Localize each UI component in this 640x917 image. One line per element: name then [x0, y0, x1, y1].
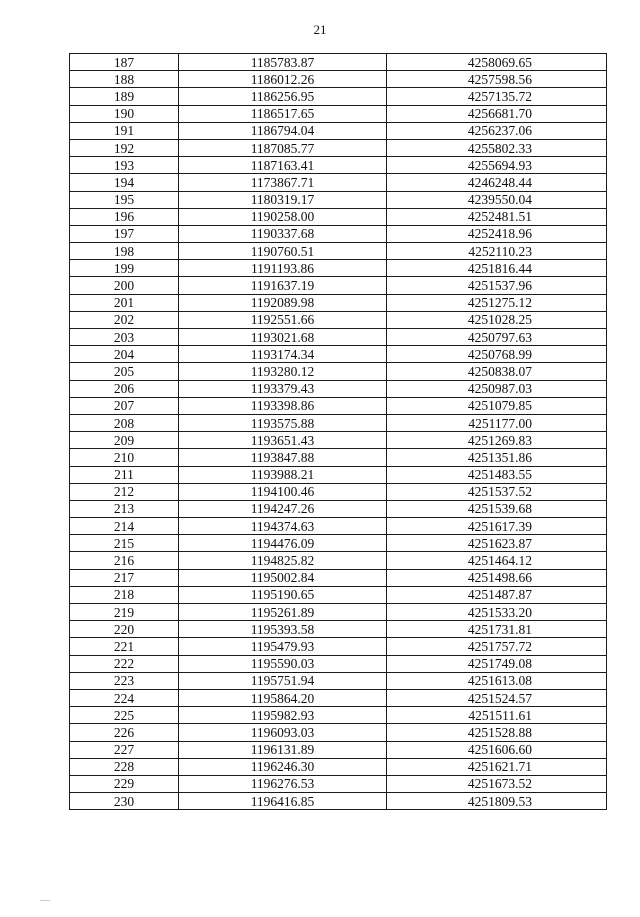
point-number-cell: 226: [70, 724, 179, 741]
y-coordinate-cell: 4251511.61: [387, 707, 607, 724]
x-coordinate-cell: 1193174.34: [179, 346, 387, 363]
x-coordinate-cell: 1195751.94: [179, 672, 387, 689]
point-number-cell: 215: [70, 535, 179, 552]
x-coordinate-cell: 1193651.43: [179, 432, 387, 449]
point-number-cell: 218: [70, 586, 179, 603]
point-number-cell: 228: [70, 758, 179, 775]
table-row: [70, 260, 607, 277]
y-coordinate-cell: 4251533.20: [387, 604, 607, 621]
point-number-cell: 210: [70, 449, 179, 466]
x-coordinate-cell: 1180319.17: [179, 191, 387, 208]
y-coordinate-cell: 4251275.12: [387, 294, 607, 311]
point-number-cell: 212: [70, 483, 179, 500]
point-number-cell: 220: [70, 621, 179, 638]
y-coordinate-cell: 4251539.68: [387, 500, 607, 517]
y-coordinate-cell: 4251623.87: [387, 535, 607, 552]
y-coordinate-cell: 4251613.08: [387, 672, 607, 689]
table-row: [70, 139, 607, 156]
x-coordinate-cell: 1194247.26: [179, 500, 387, 517]
table-row: [70, 500, 607, 517]
x-coordinate-cell: 1190258.00: [179, 208, 387, 225]
y-coordinate-cell: 4251524.57: [387, 689, 607, 706]
y-coordinate-cell: 4251606.60: [387, 741, 607, 758]
x-coordinate-cell: 1195479.93: [179, 638, 387, 655]
point-number-cell: 195: [70, 191, 179, 208]
table-row: [70, 775, 607, 792]
x-coordinate-cell: 1195190.65: [179, 586, 387, 603]
table-row: [70, 174, 607, 191]
point-number-cell: 188: [70, 71, 179, 88]
y-coordinate-cell: 4250768.99: [387, 346, 607, 363]
point-number-cell: 221: [70, 638, 179, 655]
x-coordinate-cell: 1195002.84: [179, 569, 387, 586]
point-number-cell: 193: [70, 157, 179, 174]
point-number-cell: 213: [70, 500, 179, 517]
y-coordinate-cell: 4255802.33: [387, 139, 607, 156]
x-coordinate-cell: 1193021.68: [179, 329, 387, 346]
point-number-cell: 230: [70, 793, 179, 810]
x-coordinate-cell: 1193988.21: [179, 466, 387, 483]
point-number-cell: 211: [70, 466, 179, 483]
page-number: 21: [313, 22, 327, 37]
x-coordinate-cell: 1193398.86: [179, 397, 387, 414]
point-number-cell: 191: [70, 122, 179, 139]
x-coordinate-cell: 1195982.93: [179, 707, 387, 724]
y-coordinate-cell: 4252418.96: [387, 225, 607, 242]
x-coordinate-cell: 1196246.30: [179, 758, 387, 775]
x-coordinate-cell: 1193575.88: [179, 414, 387, 431]
table-row: [70, 191, 607, 208]
x-coordinate-cell: 1186517.65: [179, 105, 387, 122]
x-coordinate-cell: 1195393.58: [179, 621, 387, 638]
table-row: [70, 535, 607, 552]
y-coordinate-cell: 4251537.52: [387, 483, 607, 500]
x-coordinate-cell: 1196416.85: [179, 793, 387, 810]
y-coordinate-cell: 4257598.56: [387, 71, 607, 88]
x-coordinate-cell: 1194476.09: [179, 535, 387, 552]
y-coordinate-cell: 4250797.63: [387, 329, 607, 346]
coordinates-table-body: [70, 54, 607, 810]
y-coordinate-cell: 4250987.03: [387, 380, 607, 397]
x-coordinate-cell: 1191637.19: [179, 277, 387, 294]
y-coordinate-cell: 4252110.23: [387, 243, 607, 260]
table-row: [70, 432, 607, 449]
table-row: [70, 225, 607, 242]
point-number-cell: 208: [70, 414, 179, 431]
y-coordinate-cell: 4251464.12: [387, 552, 607, 569]
x-coordinate-cell: 1192089.98: [179, 294, 387, 311]
point-number-cell: 229: [70, 775, 179, 792]
point-number-cell: 200: [70, 277, 179, 294]
x-coordinate-cell: 1190337.68: [179, 225, 387, 242]
table-row: [70, 88, 607, 105]
table-row: [70, 277, 607, 294]
point-number-cell: 194: [70, 174, 179, 191]
table-row: [70, 672, 607, 689]
y-coordinate-cell: 4251537.96: [387, 277, 607, 294]
table-row: [70, 294, 607, 311]
point-number-cell: 219: [70, 604, 179, 621]
x-coordinate-cell: 1186012.26: [179, 71, 387, 88]
table-row: [70, 311, 607, 328]
x-coordinate-cell: 1193280.12: [179, 363, 387, 380]
x-coordinate-cell: 1186256.95: [179, 88, 387, 105]
table-row: [70, 793, 607, 810]
x-coordinate-cell: 1186794.04: [179, 122, 387, 139]
point-number-cell: 192: [70, 139, 179, 156]
x-coordinate-cell: 1196093.03: [179, 724, 387, 741]
x-coordinate-cell: 1191193.86: [179, 260, 387, 277]
coordinates-table: [69, 53, 607, 810]
table-row: [70, 105, 607, 122]
y-coordinate-cell: 4246248.44: [387, 174, 607, 191]
y-coordinate-cell: 4251351.86: [387, 449, 607, 466]
x-coordinate-cell: 1194100.46: [179, 483, 387, 500]
x-coordinate-cell: 1193379.43: [179, 380, 387, 397]
y-coordinate-cell: 4251621.71: [387, 758, 607, 775]
point-number-cell: 227: [70, 741, 179, 758]
table-row: [70, 122, 607, 139]
x-coordinate-cell: 1187163.41: [179, 157, 387, 174]
table-row: [70, 449, 607, 466]
x-coordinate-cell: 1195864.20: [179, 689, 387, 706]
x-coordinate-cell: 1187085.77: [179, 139, 387, 156]
y-coordinate-cell: 4251177.00: [387, 414, 607, 431]
point-number-cell: 190: [70, 105, 179, 122]
table-row: [70, 707, 607, 724]
table-row: [70, 54, 607, 71]
y-coordinate-cell: 4251816.44: [387, 260, 607, 277]
x-coordinate-cell: 1196131.89: [179, 741, 387, 758]
y-coordinate-cell: 4251731.81: [387, 621, 607, 638]
point-number-cell: 217: [70, 569, 179, 586]
y-coordinate-cell: 4251673.52: [387, 775, 607, 792]
point-number-cell: 214: [70, 518, 179, 535]
x-coordinate-cell: 1195261.89: [179, 604, 387, 621]
y-coordinate-cell: 4251528.88: [387, 724, 607, 741]
y-coordinate-cell: 4251487.87: [387, 586, 607, 603]
point-number-cell: 223: [70, 672, 179, 689]
y-coordinate-cell: 4251028.25: [387, 311, 607, 328]
point-number-cell: 203: [70, 329, 179, 346]
x-coordinate-cell: 1190760.51: [179, 243, 387, 260]
y-coordinate-cell: 4251809.53: [387, 793, 607, 810]
point-number-cell: 199: [70, 260, 179, 277]
x-coordinate-cell: 1185783.87: [179, 54, 387, 71]
table-row: [70, 604, 607, 621]
y-coordinate-cell: 4250838.07: [387, 363, 607, 380]
table-row: [70, 397, 607, 414]
table-row: [70, 621, 607, 638]
table-row: [70, 363, 607, 380]
table-row: [70, 208, 607, 225]
point-number-cell: 206: [70, 380, 179, 397]
y-coordinate-cell: 4256237.06: [387, 122, 607, 139]
table-row: [70, 586, 607, 603]
x-coordinate-cell: 1193847.88: [179, 449, 387, 466]
table-row: [70, 414, 607, 431]
x-coordinate-cell: 1173867.71: [179, 174, 387, 191]
table-row: [70, 483, 607, 500]
table-row: [70, 758, 607, 775]
table-row: [70, 655, 607, 672]
x-coordinate-cell: 1196276.53: [179, 775, 387, 792]
point-number-cell: 198: [70, 243, 179, 260]
point-number-cell: 222: [70, 655, 179, 672]
point-number-cell: 204: [70, 346, 179, 363]
y-coordinate-cell: 4251749.08: [387, 655, 607, 672]
y-coordinate-cell: 4251079.85: [387, 397, 607, 414]
table-row: [70, 689, 607, 706]
scan-mark: [40, 900, 50, 901]
table-row: [70, 741, 607, 758]
point-number-cell: 216: [70, 552, 179, 569]
y-coordinate-cell: 4251483.55: [387, 466, 607, 483]
x-coordinate-cell: 1195590.03: [179, 655, 387, 672]
point-number-cell: 209: [70, 432, 179, 449]
y-coordinate-cell: 4252481.51: [387, 208, 607, 225]
y-coordinate-cell: 4251498.66: [387, 569, 607, 586]
table-row: [70, 71, 607, 88]
y-coordinate-cell: 4258069.65: [387, 54, 607, 71]
point-number-cell: 187: [70, 54, 179, 71]
y-coordinate-cell: 4255694.93: [387, 157, 607, 174]
point-number-cell: 225: [70, 707, 179, 724]
table-row: [70, 569, 607, 586]
point-number-cell: 201: [70, 294, 179, 311]
x-coordinate-cell: 1194825.82: [179, 552, 387, 569]
table-row: [70, 518, 607, 535]
y-coordinate-cell: 4251269.83: [387, 432, 607, 449]
table-row: [70, 329, 607, 346]
table-row: [70, 466, 607, 483]
point-number-cell: 207: [70, 397, 179, 414]
x-coordinate-cell: 1192551.66: [179, 311, 387, 328]
table-row: [70, 346, 607, 363]
point-number-cell: 205: [70, 363, 179, 380]
table-row: [70, 243, 607, 260]
x-coordinate-cell: 1194374.63: [179, 518, 387, 535]
point-number-cell: 224: [70, 689, 179, 706]
point-number-cell: 197: [70, 225, 179, 242]
y-coordinate-cell: 4239550.04: [387, 191, 607, 208]
table-row: [70, 380, 607, 397]
table-row: [70, 157, 607, 174]
point-number-cell: 202: [70, 311, 179, 328]
y-coordinate-cell: 4251757.72: [387, 638, 607, 655]
table-row: [70, 724, 607, 741]
y-coordinate-cell: 4256681.70: [387, 105, 607, 122]
point-number-cell: 196: [70, 208, 179, 225]
point-number-cell: 189: [70, 88, 179, 105]
table-row: [70, 638, 607, 655]
y-coordinate-cell: 4251617.39: [387, 518, 607, 535]
y-coordinate-cell: 4257135.72: [387, 88, 607, 105]
table-row: [70, 552, 607, 569]
